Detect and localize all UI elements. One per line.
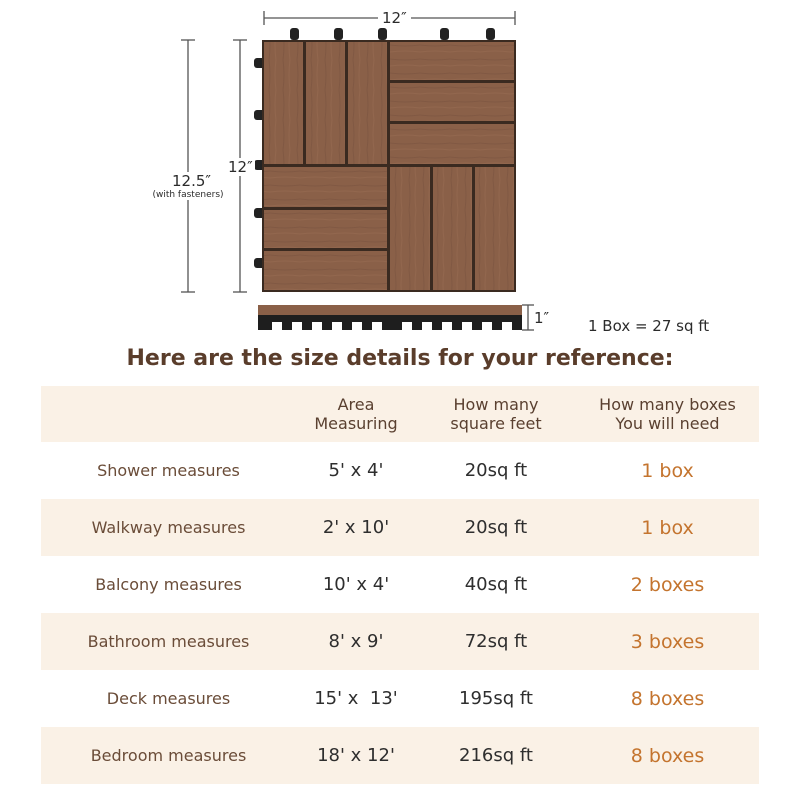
row-sqft: 72sq ft — [416, 613, 576, 670]
row-sqft: 20sq ft — [464, 460, 528, 481]
header-blank — [41, 386, 296, 442]
total-height-label: 12.5″ — [172, 172, 212, 190]
table-row — [41, 670, 759, 727]
row-area: 10' x 4' — [322, 574, 390, 595]
row-boxes: 8 boxes — [576, 727, 759, 784]
row-sqft: 195sq ft — [459, 688, 533, 709]
header-sqft-line1: How many — [453, 395, 539, 414]
header-sqft — [416, 386, 576, 442]
row-area: 8' x 9' — [296, 613, 416, 670]
table-row — [41, 613, 759, 670]
row-sqft: 40sq ft — [464, 574, 528, 595]
row-boxes: 3 boxes — [576, 613, 759, 670]
table-row — [41, 556, 759, 613]
tile-height-label: 12″ — [228, 158, 253, 176]
table-row — [41, 442, 759, 499]
box-coverage-note: 1 Box = 27 sq ft — [588, 317, 710, 335]
table-row — [41, 727, 759, 784]
row-area: 15' x 13' — [314, 688, 398, 709]
row-name: Balcony measures — [95, 575, 242, 594]
row-boxes: 1 box — [641, 459, 694, 482]
row-name: Walkway measures — [41, 499, 296, 556]
row-name: Bedroom measures — [41, 727, 296, 784]
row-boxes: 2 boxes — [630, 573, 705, 596]
header-area — [296, 386, 416, 442]
row-boxes: 8 boxes — [630, 687, 705, 710]
header-boxes-line1: How many boxes — [599, 395, 736, 414]
row-area: 5' x 4' — [328, 460, 384, 481]
section-heading: Here are the size details for your reference: — [126, 346, 674, 371]
size-table — [41, 386, 759, 784]
header-boxes-line2: You will need — [615, 414, 720, 433]
row-boxes: 1 box — [576, 499, 759, 556]
row-name: Bathroom measures — [41, 613, 296, 670]
header-sqft-line2: square feet — [450, 414, 542, 433]
header-area-text: Area Measuring — [314, 395, 398, 433]
width-label: 12″ — [378, 9, 411, 27]
total-height-sublabel: (with fasteners) — [148, 190, 228, 200]
header-boxes — [576, 386, 759, 442]
table-header-row — [41, 386, 759, 442]
row-sqft: 20sq ft — [416, 499, 576, 556]
tile-diagram — [0, 0, 800, 345]
row-name: Shower measures — [97, 461, 240, 480]
table-row — [41, 499, 759, 556]
row-sqft: 216sq ft — [416, 727, 576, 784]
row-area: 18' x 12' — [296, 727, 416, 784]
row-name: Deck measures — [106, 689, 231, 708]
thickness-label: 1″ — [534, 309, 550, 327]
row-area: 2' x 10' — [296, 499, 416, 556]
